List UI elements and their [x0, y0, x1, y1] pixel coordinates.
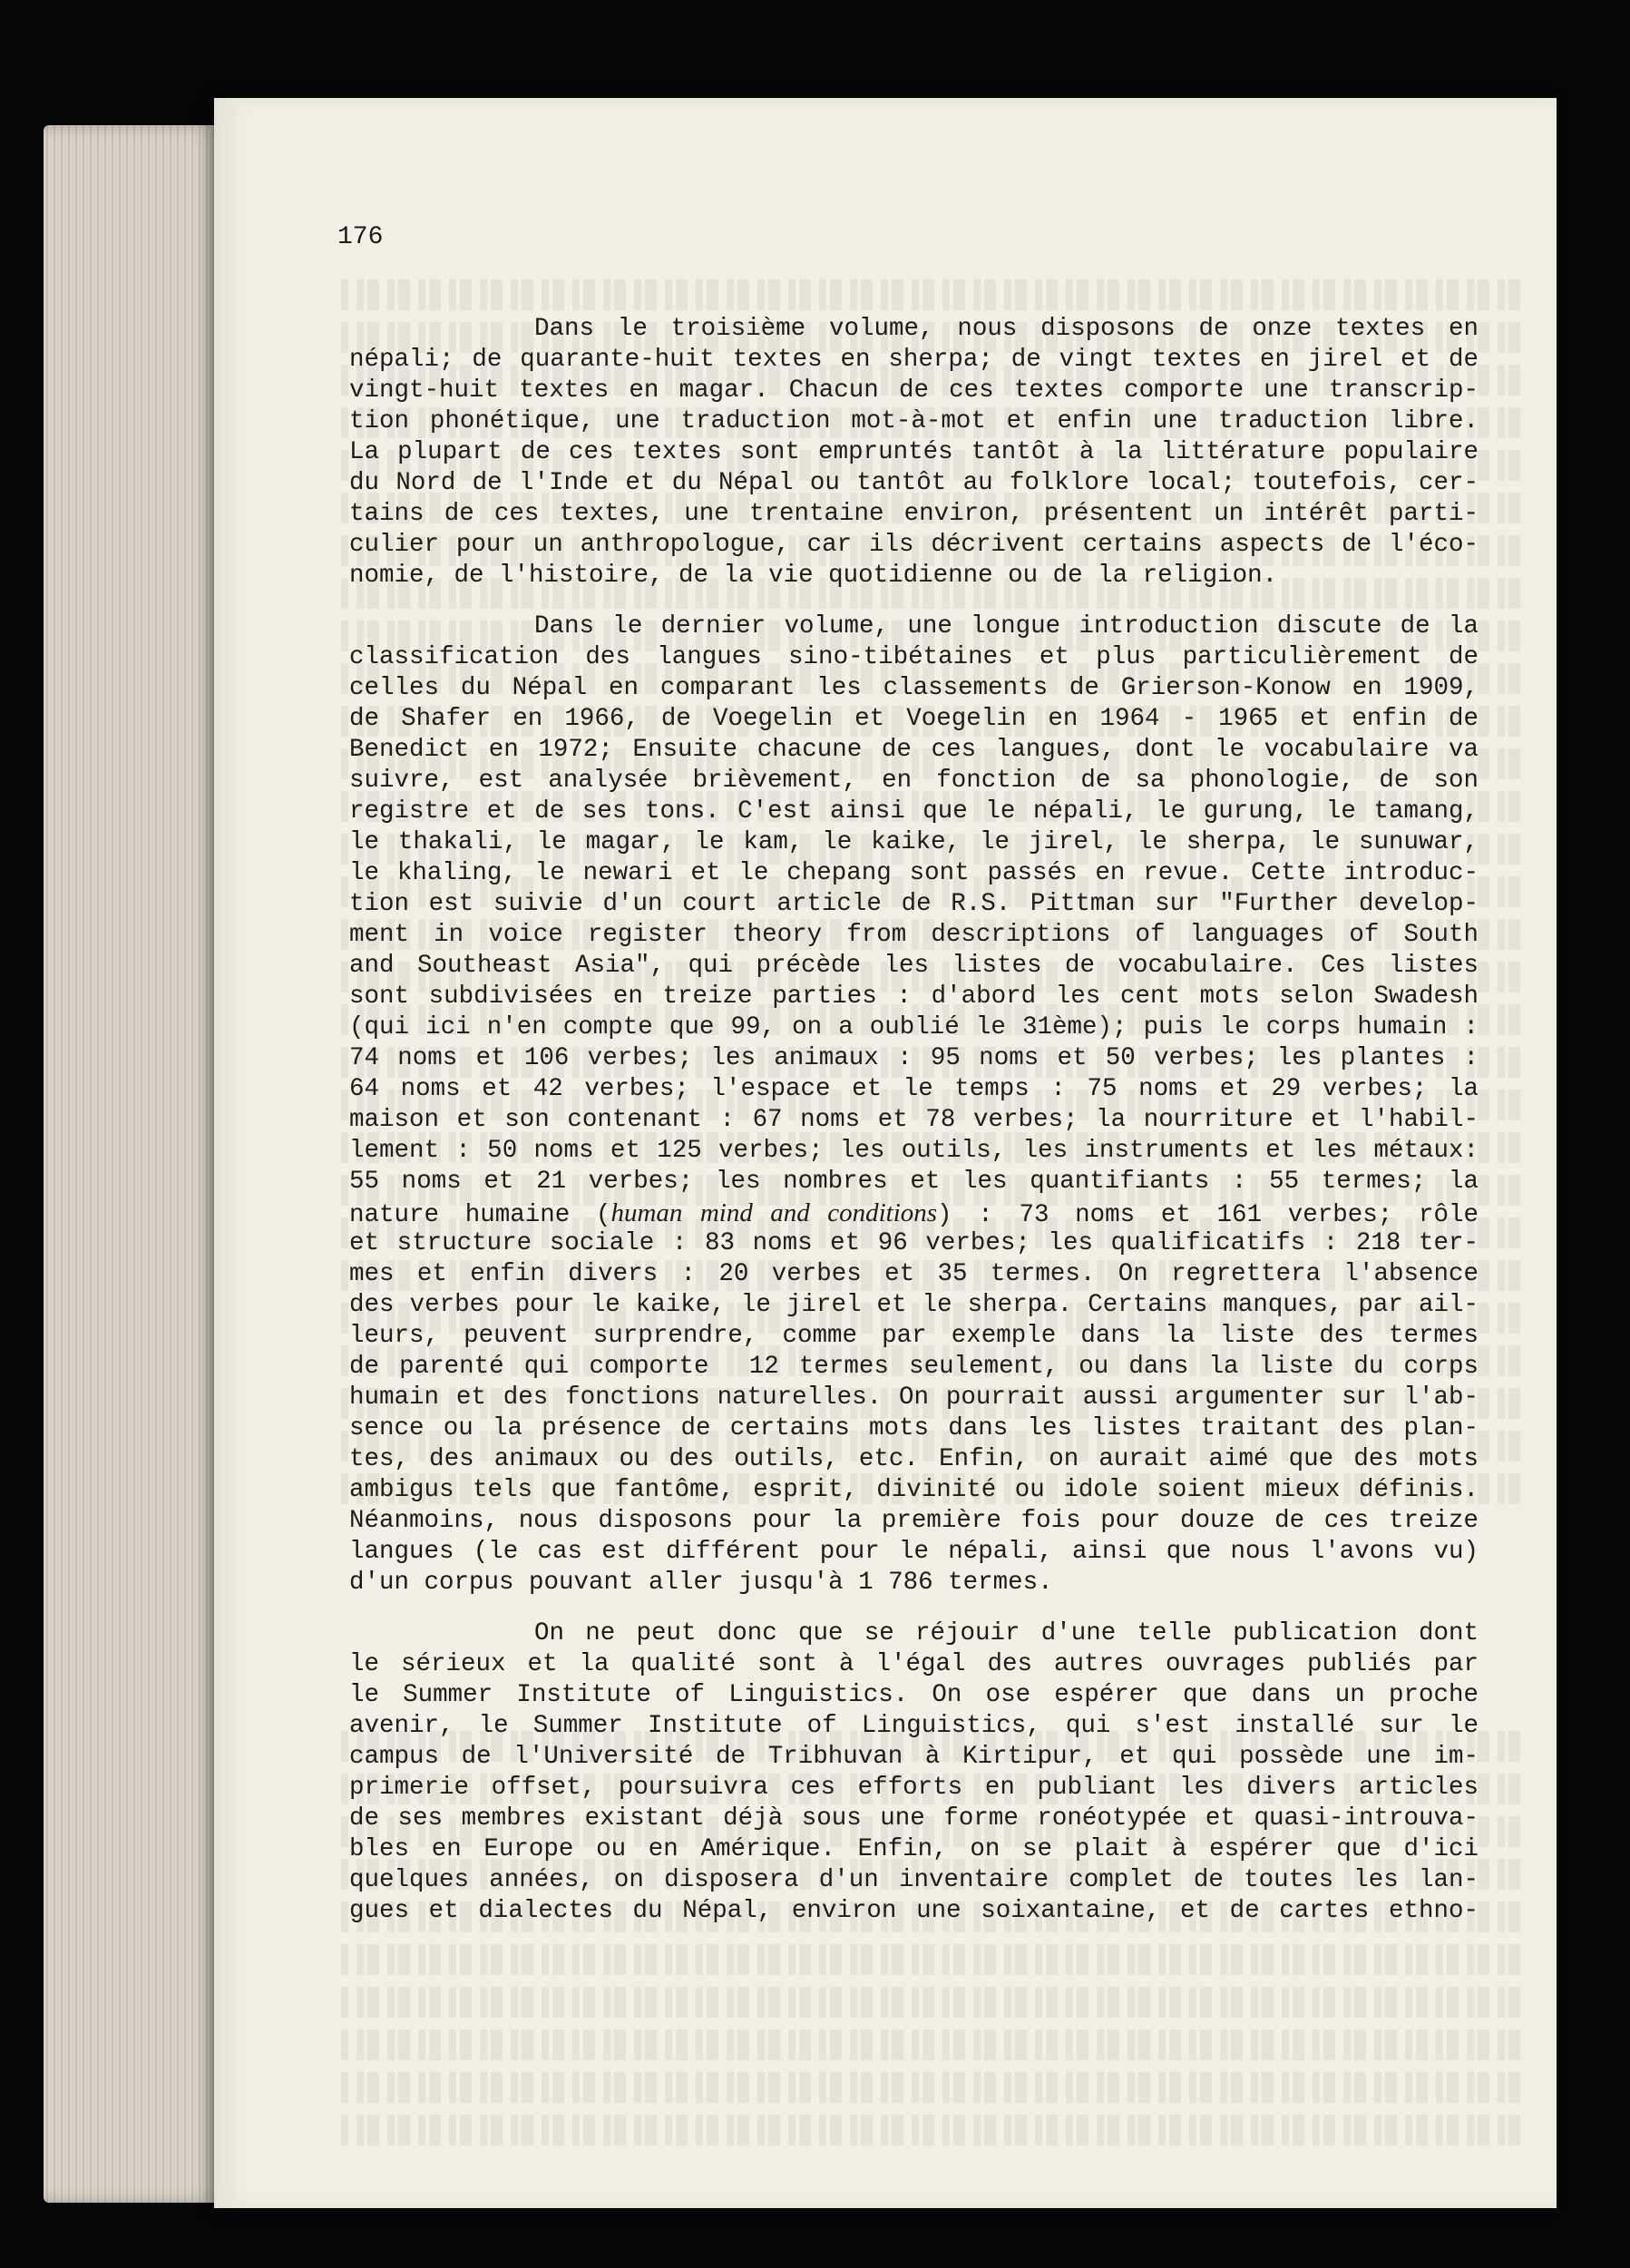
text-line: gues et dialectes du Népal, environ une soixantaine, et de cartes ethno- [349, 1897, 1479, 1925]
text-line: quelques années, on disposera d'un inventaire complet de toutes les lan- [349, 1866, 1479, 1894]
page-number: 176 [337, 223, 384, 251]
page-edges [44, 125, 225, 2203]
text-line: mes et enfin divers : 20 verbes et 35 termes. On regrettera l'absence [349, 1260, 1479, 1288]
text-line: (qui ici n'en compte que 99, on a oublié le 31ème); puis le corps humain : [349, 1013, 1479, 1041]
bleed-through-line [341, 2029, 1520, 2060]
text-line: le Summer Institute of Linguistics. On ose espérer que dans un proche [349, 1681, 1479, 1709]
text-line: On ne peut donc que se réjouir d'une telle publication dont [534, 1619, 1479, 1647]
bleed-through-line [341, 279, 1520, 310]
text-line: nomie, de l'histoire, de la vie quotidienne ou de la religion. [349, 562, 1278, 590]
text-line: and Southeast Asia", qui précède les listes de vocabulaire. Ces listes [349, 952, 1479, 980]
text-line: registre et de ses tons. C'est ainsi que le népali, le gurung, le tamang, [349, 797, 1479, 826]
italic-phrase: human mind and conditions [610, 1198, 938, 1227]
text-line: de ses membres existant déjà sous une forme ronéotypée et quasi-introuva- [349, 1804, 1479, 1833]
bleed-through-line [341, 2115, 1520, 2146]
text-line: tion phonétique, une traduction mot-à-mot et enfin une traduction libre. [349, 407, 1479, 435]
text-line: Benedict en 1972; Ensuite chacune de ces langues, dont le vocabulaire va [349, 736, 1479, 764]
text-line: maison et son contenant : 67 noms et 78 verbes; la nourriture et l'habil- [349, 1106, 1479, 1134]
bleed-through-line [341, 1987, 1520, 2018]
text-segment: nature humaine ( [349, 1201, 611, 1229]
text-line: ambigus tels que fantôme, esprit, divinité ou idole soient mieux définis. [349, 1476, 1479, 1504]
paragraph [349, 611, 1479, 1598]
text-line: campus de l'Université de Tribhuvan à Kirtipur, et qui possède une im- [349, 1743, 1479, 1771]
text-line: le sérieux et la qualité sont à l'égal des autres ouvrages publiés par [349, 1650, 1479, 1678]
text-line: népali; de quarante-huit textes en sherpa; de vingt textes en jirel et de [349, 346, 1479, 374]
text-line: de Shafer en 1966, de Voegelin et Voegelin en 1964 - 1965 et enfin de [349, 705, 1479, 733]
text-line: culier pour un anthropologue, car ils décrivent certains aspects de l'éco- [349, 531, 1479, 559]
text-line: tion est suivie d'un court article de R.S. Pittman sur "Further develop- [349, 890, 1479, 918]
bleed-through-line [341, 1944, 1520, 1975]
text-line: classification des langues sino-tibétaines et plus particulièrement de [349, 643, 1479, 671]
text-line: le khaling, le newari et le chepang sont passés en revue. Cette introduc- [349, 859, 1479, 887]
paragraph [349, 1618, 1479, 1927]
text-line: de parenté qui comporte 12 termes seulement, ou dans la liste du corps [349, 1353, 1479, 1381]
body-text [349, 314, 1479, 1947]
text-line: primerie offset, poursuivra ces efforts en publiant les divers articles [349, 1774, 1479, 1802]
text-line: tains de ces textes, une trentaine environ, présentent un intérêt parti- [349, 500, 1479, 528]
text-line: et structure sociale : 83 noms et 96 verbes; les qualificatifs : 218 ter- [349, 1229, 1479, 1257]
text-line: Dans le troisième volume, nous disposons de onze textes en [534, 315, 1479, 343]
text-line: le thakali, le magar, le kam, le kaike, le jirel, le sherpa, le sunuwar, [349, 828, 1479, 856]
text-line: La plupart de ces textes sont empruntés tantôt à la littérature populaire [349, 438, 1479, 466]
text-line: avenir, le Summer Institute of Linguistics, qui s'est installé sur le [349, 1712, 1479, 1740]
text-line: suivre, est analysée brièvement, en fonction de sa phonologie, de son [349, 767, 1479, 795]
text-line: des verbes pour le kaike, le jirel et le sherpa. Certains manques, par ail- [349, 1291, 1479, 1319]
text-line: 55 noms et 21 verbes; les nombres et les quantifiants : 55 termes; la [349, 1168, 1479, 1196]
book-page [214, 98, 1557, 2208]
text-line: humain et des fonctions naturelles. On pourrait aussi argumenter sur l'ab- [349, 1383, 1479, 1412]
text-line: tes, des animaux ou des outils, etc. Enfin, on aurait aimé que des mots [349, 1445, 1479, 1473]
text-line [349, 1198, 1479, 1228]
bleed-through-line [341, 2072, 1520, 2103]
text-line: sence ou la présence de certains mots dans les listes traitant des plan- [349, 1414, 1479, 1442]
text-line: leurs, peuvent surprendre, comme par exemple dans la liste des termes [349, 1322, 1479, 1350]
text-line: ment in voice register theory from descriptions of languages of South [349, 921, 1479, 949]
text-line: Dans le dernier volume, une longue introduction discute de la [534, 612, 1479, 640]
text-line: sont subdivisées en treize parties : d'abord les cent mots selon Swadesh [349, 982, 1479, 1011]
text-line: Néanmoins, nous disposons pour la première fois pour douze de ces treize [349, 1507, 1479, 1535]
text-segment: ) : 73 noms et 161 verbes; rôle [937, 1201, 1479, 1229]
text-line: langues (le cas est différent pour le népali, ainsi que nous l'avons vu) [349, 1538, 1479, 1566]
paragraph [349, 314, 1479, 591]
text-line: du Nord de l'Inde et du Népal ou tantôt au folklore local; toutefois, cer- [349, 469, 1479, 497]
text-line: vingt-huit textes en magar. Chacun de ces textes comporte une transcrip- [349, 376, 1479, 405]
text-line: lement : 50 noms et 125 verbes; les outils, les instruments et les métaux: [349, 1137, 1479, 1165]
text-line: bles en Europe ou en Amérique. Enfin, on se plait à espérer que d'ici [349, 1835, 1479, 1863]
text-line: 64 noms et 42 verbes; l'espace et le temps : 75 noms et 29 verbes; la [349, 1075, 1479, 1103]
text-line: celles du Népal en comparant les classements de Grierson-Konow en 1909, [349, 674, 1479, 702]
text-line: d'un corpus pouvant aller jusqu'à 1 786 termes. [349, 1569, 1053, 1597]
text-line: 74 noms et 106 verbes; les animaux : 95 noms et 50 verbes; les plantes : [349, 1044, 1479, 1072]
